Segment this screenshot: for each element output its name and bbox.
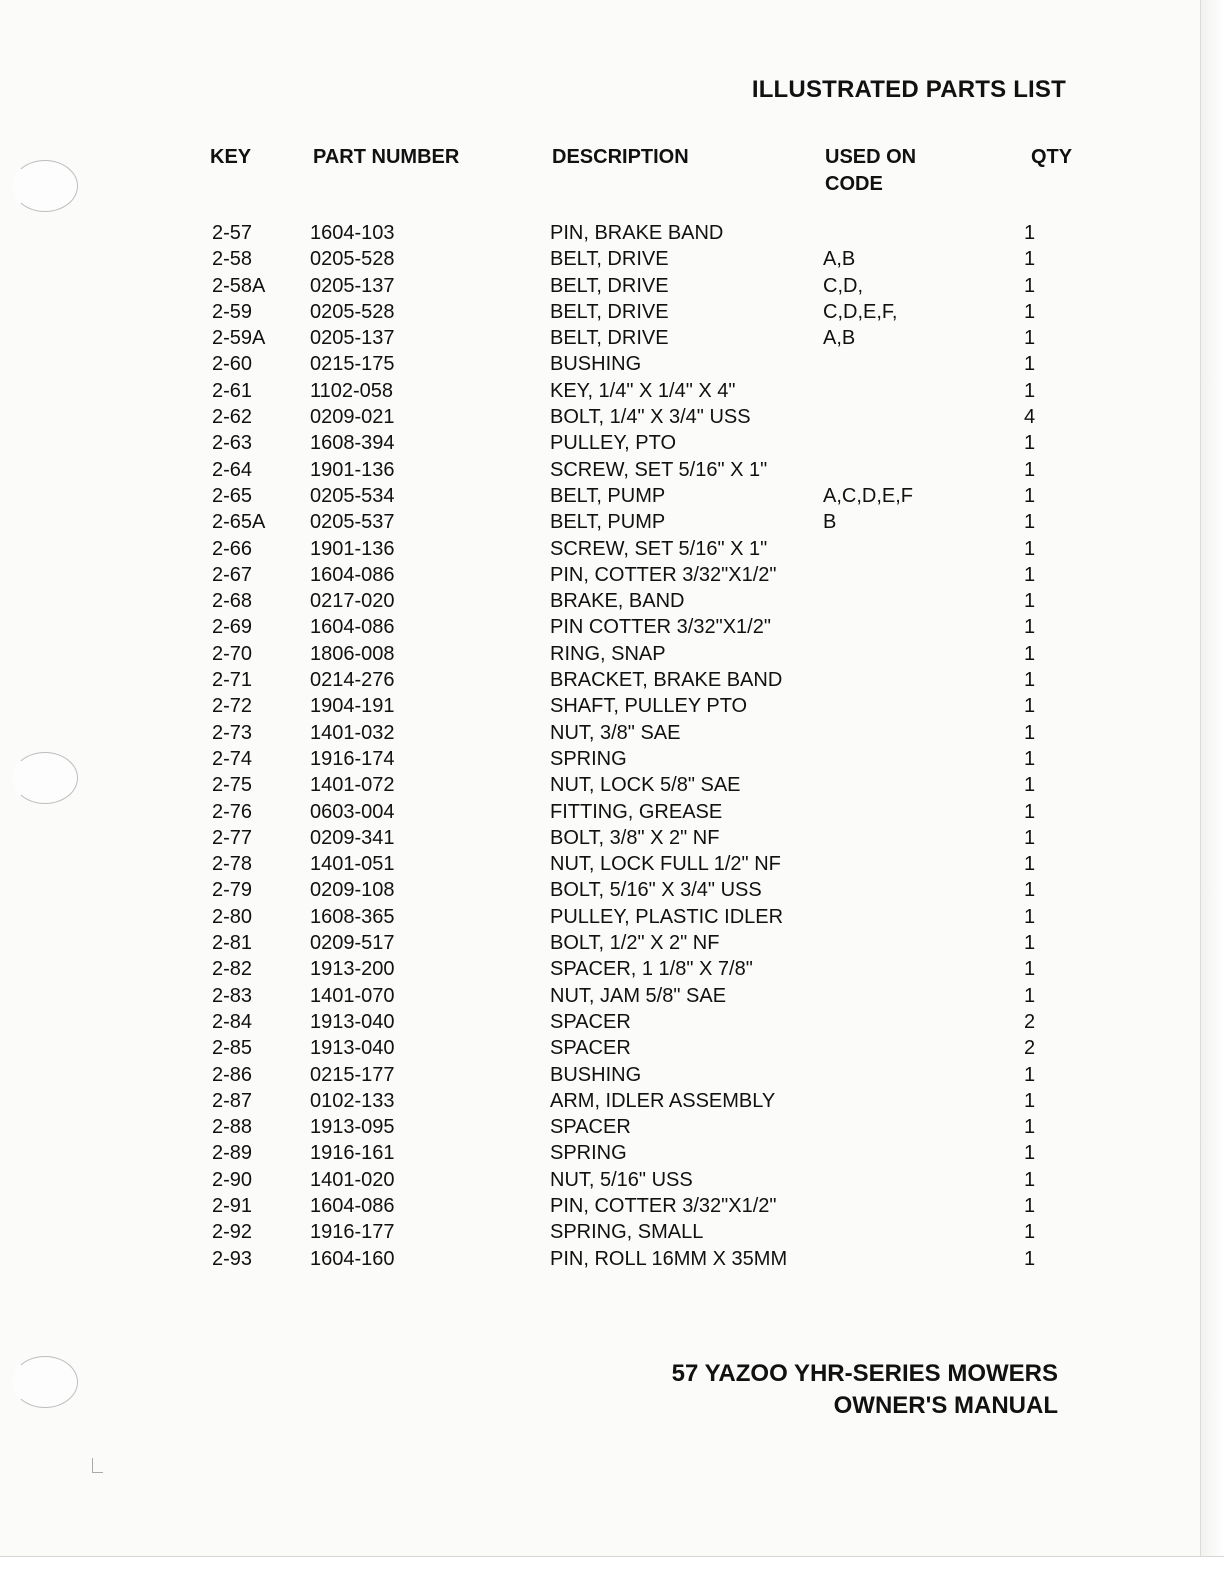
table-row	[0, 667, 1224, 693]
table-row	[0, 1062, 1224, 1088]
table-row	[0, 430, 1224, 456]
table-row	[0, 588, 1224, 614]
row-key: 2-63	[212, 432, 253, 455]
row-part-number: 1401-072	[310, 774, 395, 797]
row-part-number: 0603-004	[310, 800, 395, 823]
row-used-on-code: C,D,	[823, 274, 863, 297]
row-description: BRACKET, BRAKE BAND	[550, 669, 783, 692]
row-part-number: 1401-051	[310, 853, 395, 876]
row-part-number: 1913-200	[310, 958, 395, 981]
row-part-number: 0214-276	[310, 669, 395, 692]
row-qty: 1	[1024, 563, 1036, 586]
row-part-number: 0205-137	[310, 274, 395, 297]
row-qty: 1	[1024, 905, 1036, 928]
row-qty: 1	[1024, 984, 1036, 1007]
row-key: 2-64	[212, 458, 253, 481]
column-header-key: KEY	[210, 146, 252, 168]
row-used-on-code: A,C,D,E,F	[823, 484, 914, 507]
row-qty: 1	[1024, 1168, 1036, 1191]
row-qty: 1	[1024, 958, 1036, 981]
table-row	[0, 904, 1224, 930]
row-key: 2-59A	[212, 327, 266, 350]
row-description: NUT, LOCK 5/8" SAE	[550, 774, 741, 797]
row-used-on-code: A,B	[823, 327, 856, 350]
row-part-number: 0205-534	[310, 484, 395, 507]
table-row	[0, 641, 1224, 667]
table-row	[0, 457, 1224, 483]
row-key: 2-77	[212, 826, 253, 849]
row-part-number: 1913-095	[310, 1116, 395, 1139]
row-description: BELT, DRIVE	[550, 300, 669, 323]
row-part-number: 1916-161	[310, 1142, 395, 1165]
row-key: 2-89	[212, 1142, 253, 1165]
row-part-number: 1913-040	[310, 1037, 395, 1060]
table-row	[0, 1114, 1224, 1140]
row-key: 2-65A	[212, 511, 266, 534]
row-description: NUT, 5/16" USS	[550, 1168, 693, 1191]
row-part-number: 0205-137	[310, 327, 395, 350]
row-description: NUT, 3/8" SAE	[550, 721, 681, 744]
row-description: SPRING, SMALL	[550, 1221, 704, 1244]
row-key: 2-82	[212, 958, 253, 981]
row-key: 2-85	[212, 1037, 253, 1060]
row-qty: 1	[1024, 1194, 1036, 1217]
row-qty: 1	[1024, 853, 1036, 876]
table-row	[0, 1009, 1224, 1035]
row-description: PIN, COTTER 3/32"X1/2"	[550, 563, 777, 586]
row-key: 2-58A	[212, 274, 266, 297]
row-used-on-code: A,B	[823, 248, 856, 271]
footer-manual-subtitle: OWNER'S MANUAL	[833, 1392, 1058, 1419]
row-key: 2-57	[212, 222, 253, 244]
row-description: NUT, LOCK FULL 1/2" NF	[550, 853, 781, 876]
table-row	[0, 1193, 1224, 1219]
table-row	[0, 1140, 1224, 1166]
row-part-number: 1604-160	[310, 1247, 395, 1270]
row-part-number: 1916-177	[310, 1221, 395, 1244]
row-qty: 1	[1024, 222, 1036, 244]
table-row	[0, 1088, 1224, 1114]
row-used-on-code: C,D,E,F,	[823, 300, 898, 323]
row-description: SCREW, SET 5/16" X 1"	[550, 458, 768, 481]
row-used-on-code: B	[823, 511, 837, 534]
row-key: 2-68	[212, 590, 253, 613]
row-qty: 1	[1024, 458, 1036, 481]
row-qty: 1	[1024, 590, 1036, 613]
table-row	[0, 536, 1224, 562]
row-description: ARM, IDLER ASSEMBLY	[550, 1089, 776, 1112]
row-description: KEY, 1/4" X 1/4" X 4"	[550, 379, 736, 402]
column-header-used-on-code	[825, 144, 916, 198]
row-description: SPACER	[550, 1037, 631, 1060]
row-part-number: 1401-020	[310, 1168, 395, 1191]
row-part-number: 0205-528	[310, 248, 395, 271]
row-qty: 1	[1024, 353, 1036, 376]
table-row	[0, 483, 1224, 509]
row-description: NUT, JAM 5/8" SAE	[550, 984, 727, 1007]
row-key: 2-73	[212, 721, 253, 744]
row-part-number: 1604-086	[310, 1194, 395, 1217]
row-key: 2-70	[212, 642, 253, 665]
row-part-number: 0209-517	[310, 932, 395, 955]
page-edge-bottom	[0, 1556, 1224, 1585]
row-qty: 1	[1024, 274, 1036, 297]
parts-table	[0, 220, 1224, 1272]
row-key: 2-61	[212, 379, 253, 402]
table-row	[0, 1035, 1224, 1061]
row-key: 2-72	[212, 695, 253, 718]
row-part-number: 1901-136	[310, 537, 395, 560]
column-header-part-number: PART NUMBER	[313, 146, 460, 168]
row-description: RING, SNAP	[550, 642, 666, 665]
row-qty: 1	[1024, 248, 1036, 271]
row-part-number: 1604-086	[310, 616, 395, 639]
row-qty: 1	[1024, 327, 1036, 350]
table-row	[0, 851, 1224, 877]
table-row	[0, 273, 1224, 299]
table-row	[0, 1167, 1224, 1193]
row-description: BELT, DRIVE	[550, 327, 669, 350]
row-qty: 1	[1024, 932, 1036, 955]
row-part-number: 0209-108	[310, 879, 395, 902]
row-qty: 1	[1024, 1116, 1036, 1139]
row-part-number: 1901-136	[310, 458, 395, 481]
row-description: SPACER	[550, 1116, 631, 1139]
row-key: 2-66	[212, 537, 253, 560]
row-description: PIN, ROLL 16MM X 35MM	[550, 1247, 788, 1270]
row-description: BOLT, 1/2" X 2" NF	[550, 932, 720, 955]
row-qty: 1	[1024, 537, 1036, 560]
row-key: 2-59	[212, 300, 253, 323]
row-qty: 1	[1024, 616, 1036, 639]
row-key: 2-90	[212, 1168, 253, 1191]
row-qty: 1	[1024, 800, 1036, 823]
row-description: PULLEY, PLASTIC IDLER	[550, 905, 784, 928]
row-part-number: 1806-008	[310, 642, 395, 665]
row-description: PIN, COTTER 3/32"X1/2"	[550, 1194, 777, 1217]
row-part-number: 0215-175	[310, 353, 395, 376]
row-key: 2-69	[212, 616, 253, 639]
row-part-number: 1102-058	[310, 379, 394, 402]
row-part-number: 0205-528	[310, 300, 395, 323]
row-key: 2-78	[212, 853, 253, 876]
row-description: BUSHING	[550, 1063, 642, 1086]
row-description: FITTING, GREASE	[550, 800, 723, 823]
row-key: 2-84	[212, 1010, 253, 1033]
table-row	[0, 614, 1224, 640]
row-qty: 2	[1024, 1010, 1036, 1033]
table-row	[0, 404, 1224, 430]
row-qty: 1	[1024, 1247, 1036, 1270]
row-description: PIN, BRAKE BAND	[550, 222, 724, 244]
table-row	[0, 720, 1224, 746]
row-description: BELT, DRIVE	[550, 248, 669, 271]
row-description: BOLT, 1/4" X 3/4" USS	[550, 406, 751, 429]
row-qty: 1	[1024, 669, 1036, 692]
row-description: PULLEY, PTO	[550, 432, 676, 455]
row-qty: 1	[1024, 695, 1036, 718]
row-qty: 1	[1024, 300, 1036, 323]
page-footer	[672, 1358, 1058, 1422]
row-part-number: 1604-086	[310, 563, 395, 586]
table-row	[0, 877, 1224, 903]
row-key: 2-60	[212, 353, 253, 376]
row-key: 2-91	[212, 1194, 253, 1217]
row-description: SPACER	[550, 1010, 631, 1033]
table-row	[0, 746, 1224, 772]
row-description: BELT, DRIVE	[550, 274, 669, 297]
table-row	[0, 983, 1224, 1009]
table-row	[0, 693, 1224, 719]
table-row	[0, 299, 1224, 325]
row-key: 2-86	[212, 1063, 253, 1086]
row-key: 2-71	[212, 669, 253, 692]
row-part-number: 0215-177	[310, 1063, 395, 1086]
table-row	[0, 220, 1224, 246]
column-header-used-on: USED ON	[825, 146, 917, 168]
column-header-code: CODE	[825, 173, 883, 195]
row-qty: 1	[1024, 511, 1036, 534]
row-description: SPACER, 1 1/8" X 7/8"	[550, 958, 753, 981]
row-part-number: 1401-032	[310, 721, 395, 744]
row-qty: 1	[1024, 721, 1036, 744]
table-row	[0, 351, 1224, 377]
row-description: BRAKE, BAND	[550, 590, 685, 613]
row-key: 2-81	[212, 932, 253, 955]
row-qty: 1	[1024, 826, 1036, 849]
row-part-number: 0209-021	[310, 406, 395, 429]
row-key: 2-83	[212, 984, 253, 1007]
row-key: 2-92	[212, 1221, 253, 1244]
table-row	[0, 246, 1224, 272]
table-row	[0, 509, 1224, 535]
row-key: 2-87	[212, 1089, 253, 1112]
binder-hole-bottom	[12, 1356, 78, 1408]
row-qty: 1	[1024, 1089, 1036, 1112]
row-key: 2-80	[212, 905, 253, 928]
table-row	[0, 799, 1224, 825]
row-key: 2-79	[212, 879, 253, 902]
row-description: BELT, PUMP	[550, 484, 666, 507]
row-key: 2-62	[212, 406, 253, 429]
row-key: 2-65	[212, 484, 253, 507]
row-part-number: 0209-341	[310, 826, 395, 849]
row-part-number: 1608-394	[310, 432, 395, 455]
row-qty: 1	[1024, 379, 1036, 402]
row-qty: 1	[1024, 1063, 1036, 1086]
row-part-number: 1913-040	[310, 1010, 395, 1033]
row-part-number: 1904-191	[310, 695, 395, 718]
row-part-number: 1916-174	[310, 747, 395, 770]
table-row	[0, 562, 1224, 588]
table-row	[0, 378, 1224, 404]
table-row	[0, 325, 1224, 351]
row-key: 2-75	[212, 774, 253, 797]
row-key: 2-74	[212, 747, 253, 770]
row-description: BUSHING	[550, 353, 642, 376]
row-qty: 1	[1024, 747, 1036, 770]
row-description: SPRING	[550, 747, 627, 770]
row-part-number: 0205-537	[310, 511, 395, 534]
row-key: 2-67	[212, 563, 253, 586]
row-qty: 4	[1024, 406, 1036, 429]
table-row	[0, 825, 1224, 851]
row-part-number: 1604-103	[310, 222, 395, 244]
row-qty: 2	[1024, 1037, 1036, 1060]
row-key: 2-76	[212, 800, 253, 823]
row-qty: 1	[1024, 879, 1036, 902]
corner-mark	[92, 1458, 103, 1473]
table-row	[0, 1219, 1224, 1245]
row-qty: 1	[1024, 1221, 1036, 1244]
row-qty: 1	[1024, 432, 1036, 455]
table-row	[0, 956, 1224, 982]
row-description: BOLT, 5/16" X 3/4" USS	[550, 879, 762, 902]
row-key: 2-88	[212, 1116, 253, 1139]
footer-manual-title: 57 YAZOO YHR-SERIES MOWERS	[671, 1360, 1058, 1387]
row-qty: 1	[1024, 774, 1036, 797]
column-header-qty: QTY	[1031, 146, 1073, 168]
row-key: 2-58	[212, 248, 253, 271]
row-description: SPRING	[550, 1142, 627, 1165]
row-description: SHAFT, PULLEY PTO	[550, 695, 748, 718]
row-part-number: 0102-133	[310, 1089, 395, 1112]
table-row	[0, 772, 1224, 798]
row-description: BELT, PUMP	[550, 511, 666, 534]
row-description: SCREW, SET 5/16" X 1"	[550, 537, 768, 560]
binder-hole-top	[12, 160, 78, 212]
table-row	[0, 930, 1224, 956]
row-part-number: 1608-365	[310, 905, 395, 928]
row-qty: 1	[1024, 642, 1036, 665]
column-header-description: DESCRIPTION	[552, 146, 689, 168]
row-description: PIN COTTER 3/32"X1/2"	[550, 616, 771, 639]
row-qty: 1	[1024, 1142, 1036, 1165]
row-part-number: 0217-020	[310, 590, 395, 613]
row-qty: 1	[1024, 484, 1036, 507]
table-row	[0, 1246, 1224, 1272]
page-title: ILLUSTRATED PARTS LIST	[751, 76, 1066, 103]
row-part-number: 1401-070	[310, 984, 395, 1007]
row-description: BOLT, 3/8" X 2" NF	[550, 826, 720, 849]
row-key: 2-93	[212, 1247, 253, 1270]
